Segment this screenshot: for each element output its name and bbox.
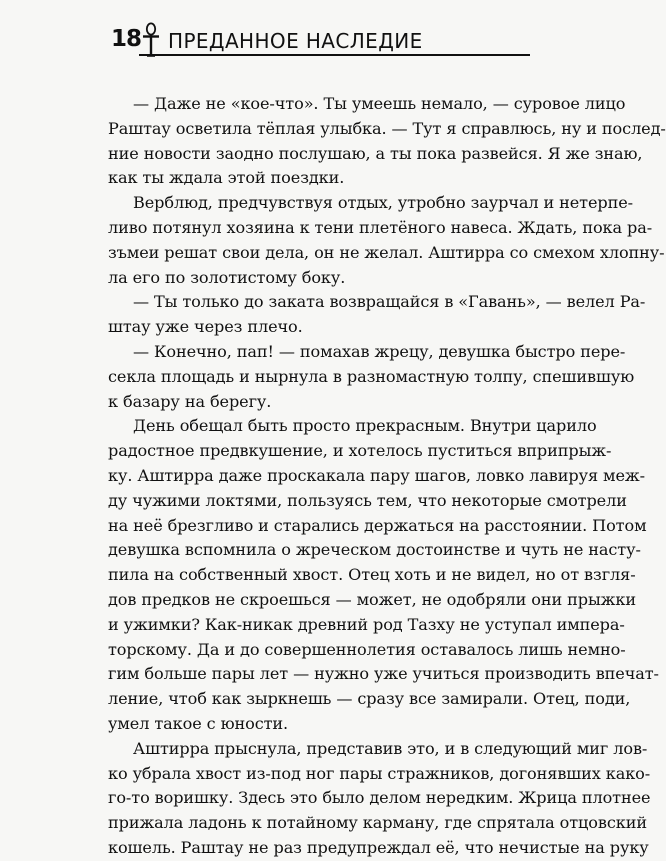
text-line: Раштау осветила тёплая улыбка. — Тут я справлюсь, ну и послед- xyxy=(108,118,666,138)
text-line: ко убрала хвост из-под ног пары стражников, догонявших како- xyxy=(108,763,651,783)
body-text xyxy=(108,92,666,861)
text-line: ние новости заодно послушаю, а ты пока развейся. Я же знаю, xyxy=(108,143,643,163)
text-line: на неё брезгливо и старались держаться на расстоянии. Потом xyxy=(108,515,647,535)
text-line: гим больше пары лет — нужно уже учиться производить впечат- xyxy=(108,664,659,684)
text-line: ду чужими локтями, пользуясь тем, что некоторые смотрели xyxy=(108,490,627,510)
text-line: зъмеи решат свои дела, он не желал. Аштирра со смехом хлопну- xyxy=(108,242,665,262)
text-line: торскому. Да и до совершеннолетия оставалось лишь немно- xyxy=(108,639,626,659)
page-number: 18 xyxy=(111,26,142,52)
text-line: умел такое с юности. xyxy=(108,713,289,733)
text-line: к базару на берегу. xyxy=(108,391,272,411)
text-line: прижала ладонь к потайному карману, где спрятала отцовский xyxy=(108,813,647,833)
text-line: Аштирра прыснула, представив это, и в следующий миг лов- xyxy=(133,738,648,758)
ankh-icon xyxy=(141,22,161,58)
text-line: радостное предвкушение, и хотелось пуститься вприпрыж- xyxy=(108,441,612,461)
text-line: День обещал быть просто прекрасным. Внутри царило xyxy=(133,416,597,436)
text-line: ку. Аштирра даже проскакала пару шагов, ловко лавируя меж- xyxy=(108,465,645,485)
text-line: как ты ждала этой поездки. xyxy=(108,168,345,188)
text-line: ла его по золотистому боку. xyxy=(108,267,346,287)
running-title: ПРЕДАННОЕ НАСЛЕДИЕ xyxy=(168,29,423,53)
text-line: го-то воришку. Здесь это было делом нередким. Жрица плотнее xyxy=(108,788,651,808)
text-line: штау уже через плечо. xyxy=(108,317,303,337)
text-line: пила на собственный хвост. Отец хоть и не видел, но от взгля- xyxy=(108,565,636,585)
page-header xyxy=(0,0,600,64)
header-rule xyxy=(139,54,530,56)
text-line: секла площадь и нырнула в разномастную толпу, спешившую xyxy=(108,366,635,386)
text-line: ление, чтоб как зыркнешь — сразу все замирали. Отец, поди, xyxy=(108,689,631,709)
text-line: кошель. Раштау не раз предупреждал её, что нечистые на руку xyxy=(108,837,649,857)
text-line: — Даже не «кое-что». Ты умеешь немало, — суровое лицо xyxy=(133,94,626,113)
text-line: — Ты только до заката возвращайся в «Гавань», — велел Ра- xyxy=(133,292,646,312)
text-line: ливо потянул хозяина к тени плетёного навеса. Ждать, пока ра- xyxy=(108,217,653,237)
text-line: дов предков не скроешься — может, не одобряли они прыжки xyxy=(108,589,636,609)
text-line: и ужимки? Как-никак древний род Тазху не уступал импера- xyxy=(108,614,625,634)
text-line: Верблюд, предчувствуя отдых, утробно заурчал и нетерпе- xyxy=(133,193,633,213)
text-line: — Конечно, пап! — помахав жрецу, девушка быстро пере- xyxy=(133,341,626,361)
text-line: девушка вспомнила о жреческом достоинстве и чуть не насту- xyxy=(108,540,641,560)
